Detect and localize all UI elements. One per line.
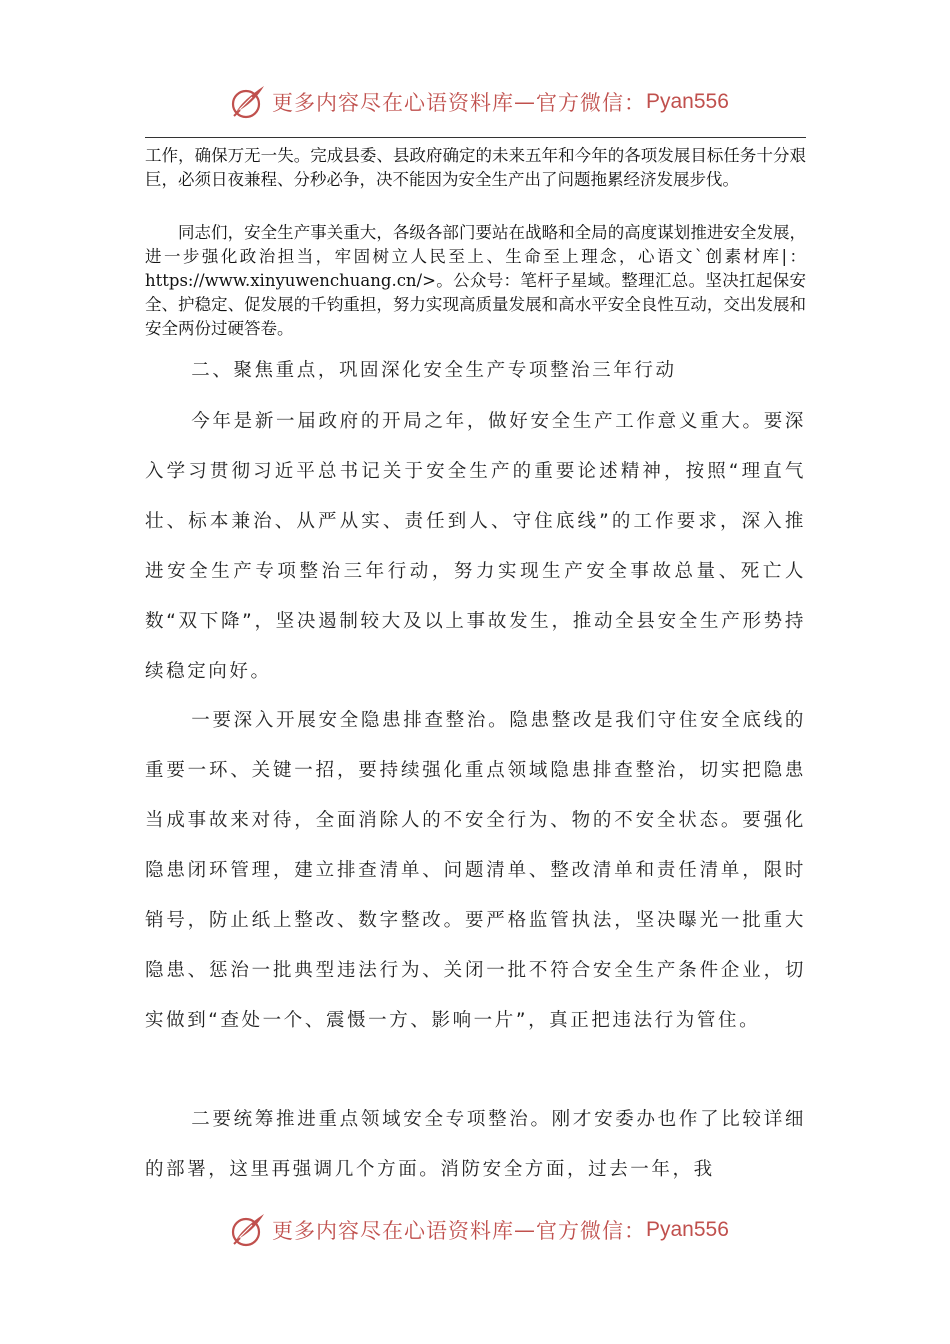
section-heading: 二、聚焦重点，巩固深化安全生产专项整治三年行动	[191, 360, 677, 381]
banner-separator: —	[514, 1218, 536, 1242]
banner-title: 更多内容尽在心语资料库	[272, 1219, 514, 1243]
footer-banner	[228, 1208, 728, 1252]
banner-wechat-label: 官方微信：	[536, 91, 646, 115]
header-banner	[228, 80, 728, 124]
body-paragraph-2-block	[145, 696, 806, 1046]
quill-logo-icon	[228, 1210, 268, 1250]
body-paragraph-3-block	[145, 1095, 806, 1195]
banner-wechat-id: Pyan556	[646, 90, 729, 113]
banner-wechat-id: Pyan556	[646, 1218, 729, 1241]
body-paragraph-1-block	[145, 397, 806, 697]
body-paragraph-1: 今年是新一届政府的开局之年，做好安全生产工作意义重大。要深入学习贯彻习近平总书记关于安全生产的重要论述精神，按照“理直气壮、标本兼治、从严从实、责任到人、守住底线”的工作要求，深入推进安全生产专项整治三年行动，努力实现生产安全事故总量、死亡人数“双下降”，坚决遏制较大及以上事故发生，推动全县安全生产形势持续稳定向好。	[145, 411, 806, 682]
banner-title: 更多内容尽在心语资料库	[272, 91, 514, 115]
continuation-paragraph: 工作，确保万无一失。完成县委、县政府确定的未来五年和今年的各项发展目标任务十分艰巨，必须日夜兼程、分秒必争，决不能因为安全生产出了问题拖累经济发展步伐。	[145, 146, 806, 189]
comrades-paragraph: 同志们，安全生产事关重大，各级各部门要站在战略和全局的高度谋划推进安全发展，进一步强化政治担当，牢固树立人民至上、生命至上理念，心语文`创素材库|：https://www.xinyuwenchuang.cn/>。公众号：笔杆子星域。整理汇总。坚决扛起保安全、护稳定、促发展的千钧重担，努力实现高质量发展和高水平安全良性互动，交出发展和安全两份过硬答卷。	[145, 223, 806, 338]
comrades-block	[145, 221, 806, 341]
continuation-block	[145, 144, 806, 192]
header-divider	[145, 137, 806, 138]
banner-separator: —	[514, 90, 536, 114]
body-paragraph-3: 二要统筹推进重点领域安全专项整治。刚才安委办也作了比较详细的部署，这里再强调几个方面。消防安全方面，过去一年，我	[145, 1109, 806, 1180]
banner-wechat-label: 官方微信：	[536, 1219, 646, 1243]
body-paragraph-2: 一要深入开展安全隐患排查整治。隐患整改是我们守住安全底线的重要一环、关键一招，要持续强化重点领域隐患排查整治，切实把隐患当成事故来对待，全面消除人的不安全行为、物的不安全状态。要强化隐患闭环管理，建立排查清单、问题清单、整改清单和责任清单，限时销号，防止纸上整改、数字整改。要严格监管执法，坚决曝光一批重大隐患、惩治一批典型违法行为、关闭一批不符合安全生产条件企业，切实做到“查处一个、震慑一方、影响一片”，真正把违法行为管住。	[145, 710, 806, 1031]
quill-logo-icon	[228, 82, 268, 122]
